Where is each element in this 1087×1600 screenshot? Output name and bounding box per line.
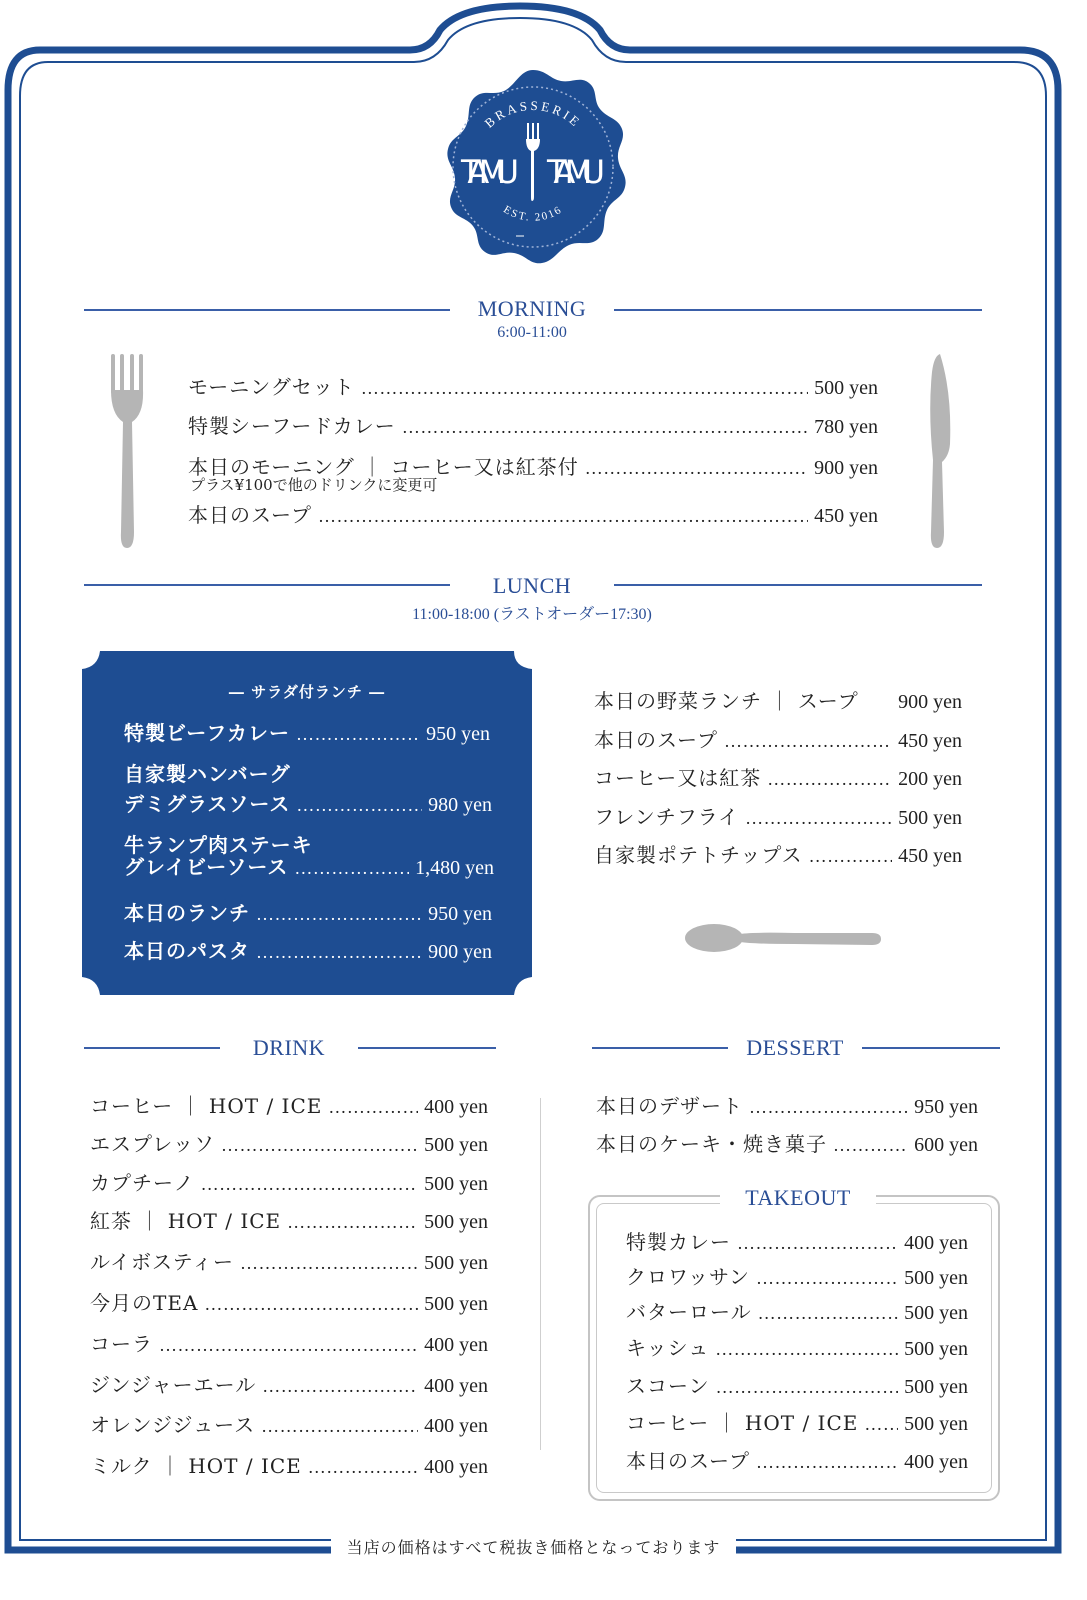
leader-dots <box>833 1135 908 1156</box>
item-price: 500 yen <box>904 1413 968 1435</box>
item-name: コーラ <box>90 1332 153 1356</box>
menu-item <box>594 724 962 753</box>
menu-item <box>626 1296 968 1325</box>
menu-item <box>90 1128 488 1157</box>
leader-dots <box>328 1097 418 1118</box>
item-name: ルイボスティー <box>90 1250 234 1274</box>
item-name: 本日の野菜ランチ ｜ スープ <box>594 689 859 713</box>
item-price: 400 yen <box>424 1375 488 1397</box>
item-name: コーヒー ｜ HOT / ICE <box>90 1094 323 1118</box>
morning-hours: 6:00-11:00 <box>497 324 567 341</box>
menu-item <box>90 1167 488 1196</box>
item-price: 500 yen <box>904 1338 968 1360</box>
takeout-title: TAKEOUT <box>720 1185 876 1211</box>
item-name: エスプレッソ <box>90 1132 215 1156</box>
menu-item <box>188 410 878 439</box>
item-name: デミグラスソース <box>124 792 291 816</box>
menu-item <box>90 1450 488 1479</box>
menu-item <box>596 1128 978 1157</box>
item-price: 400 yen <box>424 1456 488 1478</box>
leader-dots <box>715 1339 898 1360</box>
item-name: コーヒー又は紅茶 <box>594 766 762 790</box>
item-name: 本日のスープ <box>188 503 312 527</box>
leader-dots <box>240 1253 418 1274</box>
item-name: コーヒー ｜ HOT / ICE <box>626 1411 859 1435</box>
menu-item <box>90 1246 488 1275</box>
menu-item <box>594 762 962 791</box>
tax-notice <box>0 1535 1067 1558</box>
item-name: 本日のモーニング ｜ コーヒー又は紅茶付 <box>188 455 579 479</box>
item-price: 400 yen <box>424 1096 488 1118</box>
item-name: グレイビーソース <box>124 855 289 879</box>
tax-notice-text: 当店の価格はすべて税抜き価格となっております <box>331 1538 737 1557</box>
item-price: 500 yen <box>424 1293 488 1315</box>
leader-dots <box>287 1212 418 1233</box>
item-price: 400 yen <box>424 1334 488 1356</box>
item-name: 特製シーフードカレー <box>188 414 396 438</box>
item-name: フレンチフライ <box>594 805 740 829</box>
item-name: 自家製ポテトチップス <box>594 843 803 867</box>
leader-dots <box>737 1233 898 1254</box>
item-price: 450 yen <box>814 505 878 527</box>
lunch-title: LUNCH <box>492 573 572 598</box>
item-name: 牛ランプ肉ステーキ <box>124 833 313 857</box>
leader-dots <box>402 417 808 438</box>
menu-item <box>626 1226 968 1255</box>
leader-dots <box>294 858 409 879</box>
item-price: 950 yen <box>914 1096 978 1118</box>
item-price: 780 yen <box>814 416 878 438</box>
item-price: 950 yen <box>426 723 490 745</box>
item-price: 450 yen <box>898 730 962 752</box>
item-name: クロワッサン <box>626 1265 750 1289</box>
column-divider <box>540 1098 541 1450</box>
item-price: 500 yen <box>424 1134 488 1156</box>
item-price: 450 yen <box>898 845 962 867</box>
leader-dots <box>221 1135 418 1156</box>
item-note: プラス¥100で他のドリンクに変更可 <box>190 476 438 494</box>
menu-item <box>90 1287 488 1316</box>
item-name: キッシュ <box>626 1336 710 1360</box>
divider <box>84 584 450 586</box>
divider <box>358 1047 496 1049</box>
menu-item <box>124 935 492 964</box>
leader-dots <box>767 769 892 790</box>
item-price: 950 yen <box>428 903 492 925</box>
item-price: 500 yen <box>424 1211 488 1233</box>
leader-dots <box>361 378 808 399</box>
spoon-icon <box>684 918 884 958</box>
leader-dots <box>318 506 808 527</box>
divider <box>592 1047 728 1049</box>
menu-item <box>594 801 962 830</box>
brand-logo <box>428 65 638 275</box>
item-name: モーニングセット <box>188 375 355 399</box>
leader-dots <box>809 846 893 867</box>
item-price: 600 yen <box>914 1134 978 1156</box>
item-price: 900 yen <box>898 691 962 713</box>
leader-dots <box>256 942 422 963</box>
item-name: バターロール <box>626 1300 752 1324</box>
morning-title: MORNING <box>477 296 587 321</box>
item-name: 今月のTEA <box>90 1291 199 1315</box>
dessert-title: DESSERT <box>746 1035 844 1060</box>
divider <box>614 309 982 311</box>
brand-arc-top: BRASSERIE <box>481 97 585 131</box>
item-price: 500 yen <box>898 807 962 829</box>
item-name: 自家製ハンバーグ <box>124 762 291 786</box>
leader-dots <box>716 1377 899 1398</box>
brand-name-right: TAMU <box>547 153 605 191</box>
leader-dots <box>159 1335 418 1356</box>
divider <box>84 309 450 311</box>
item-price: 900 yen <box>428 941 492 963</box>
menu-item <box>596 1090 978 1119</box>
leader-dots <box>756 1268 898 1289</box>
leader-dots <box>724 731 892 752</box>
item-name: 本日のスープ <box>594 728 718 752</box>
item-name: ミルク ｜ HOT / ICE <box>90 1454 302 1478</box>
item-name: 特製ビーフカレー <box>124 721 290 745</box>
item-price: 500 yen <box>904 1302 968 1324</box>
item-name: 紅茶 ｜ HOT / ICE <box>90 1209 282 1233</box>
drink-title: DRINK <box>252 1035 326 1060</box>
item-price: 1,480 yen <box>415 857 494 879</box>
leader-dots <box>756 1452 898 1473</box>
item-name: 本日のパスタ <box>124 939 250 963</box>
leader-dots <box>296 795 422 816</box>
leader-dots <box>262 1376 418 1397</box>
menu-item <box>188 371 878 400</box>
leader-dots <box>256 904 422 925</box>
divider <box>862 1047 1000 1049</box>
item-price: 200 yen <box>898 768 962 790</box>
menu-item <box>626 1445 968 1474</box>
menu-item <box>90 1328 488 1357</box>
menu-item <box>90 1409 488 1438</box>
menu-item <box>594 685 962 714</box>
leader-dots <box>585 458 808 479</box>
item-name: オレンジジュース <box>90 1413 256 1437</box>
item-name: ジンジャーエール <box>90 1373 257 1397</box>
menu-item <box>124 897 492 926</box>
leader-dots <box>308 1457 418 1478</box>
menu-item <box>626 1332 968 1361</box>
menu-item <box>626 1407 968 1436</box>
item-price: 500 yen <box>904 1267 968 1289</box>
leader-dots <box>749 1097 908 1118</box>
menu-item <box>594 839 962 868</box>
menu-item <box>626 1370 968 1399</box>
menu-item <box>124 717 490 746</box>
fork-icon <box>106 352 150 552</box>
item-name: 本日のスープ <box>626 1449 750 1473</box>
item-name: 特製カレー <box>626 1230 731 1254</box>
item-name: 本日のランチ <box>124 901 250 925</box>
leader-dots <box>745 808 892 829</box>
item-price: 900 yen <box>814 457 878 479</box>
item-name: カプチーノ <box>90 1171 195 1195</box>
knife-icon <box>922 352 956 552</box>
item-price: 400 yen <box>424 1415 488 1437</box>
item-price: 400 yen <box>904 1232 968 1254</box>
menu-item <box>626 1261 968 1290</box>
leader-dots <box>201 1174 419 1195</box>
leader-dots <box>296 724 420 745</box>
item-price: 500 yen <box>424 1252 488 1274</box>
item-name: 本日のケーキ・焼き菓子 <box>596 1132 827 1156</box>
leader-dots <box>261 1416 418 1437</box>
item-price: 500 yen <box>424 1173 488 1195</box>
menu-item <box>124 788 492 817</box>
menu-item <box>90 1090 488 1119</box>
brand-name-left: TAMU <box>461 153 519 191</box>
salad-lunch-header: ― サラダ付ランチ ― <box>228 683 386 701</box>
leader-dots <box>864 1414 898 1435</box>
leader-dots <box>204 1294 418 1315</box>
divider <box>614 584 982 586</box>
lunch-hours: 11:00-18:00 (ラストオーダー17:30) <box>412 606 652 623</box>
leader-dots <box>758 1303 899 1324</box>
menu-item <box>90 1205 488 1234</box>
item-price: 980 yen <box>428 794 492 816</box>
item-price: 400 yen <box>904 1451 968 1473</box>
item-name: 本日のデザート <box>596 1094 743 1118</box>
divider <box>84 1047 220 1049</box>
item-price: 500 yen <box>904 1376 968 1398</box>
item-name: スコーン <box>626 1374 710 1398</box>
menu-item <box>188 499 878 528</box>
brand-arc-bottom: EST. 2016 <box>501 203 565 224</box>
item-price: 500 yen <box>814 377 878 399</box>
menu-item <box>124 851 494 880</box>
menu-item <box>90 1369 488 1398</box>
